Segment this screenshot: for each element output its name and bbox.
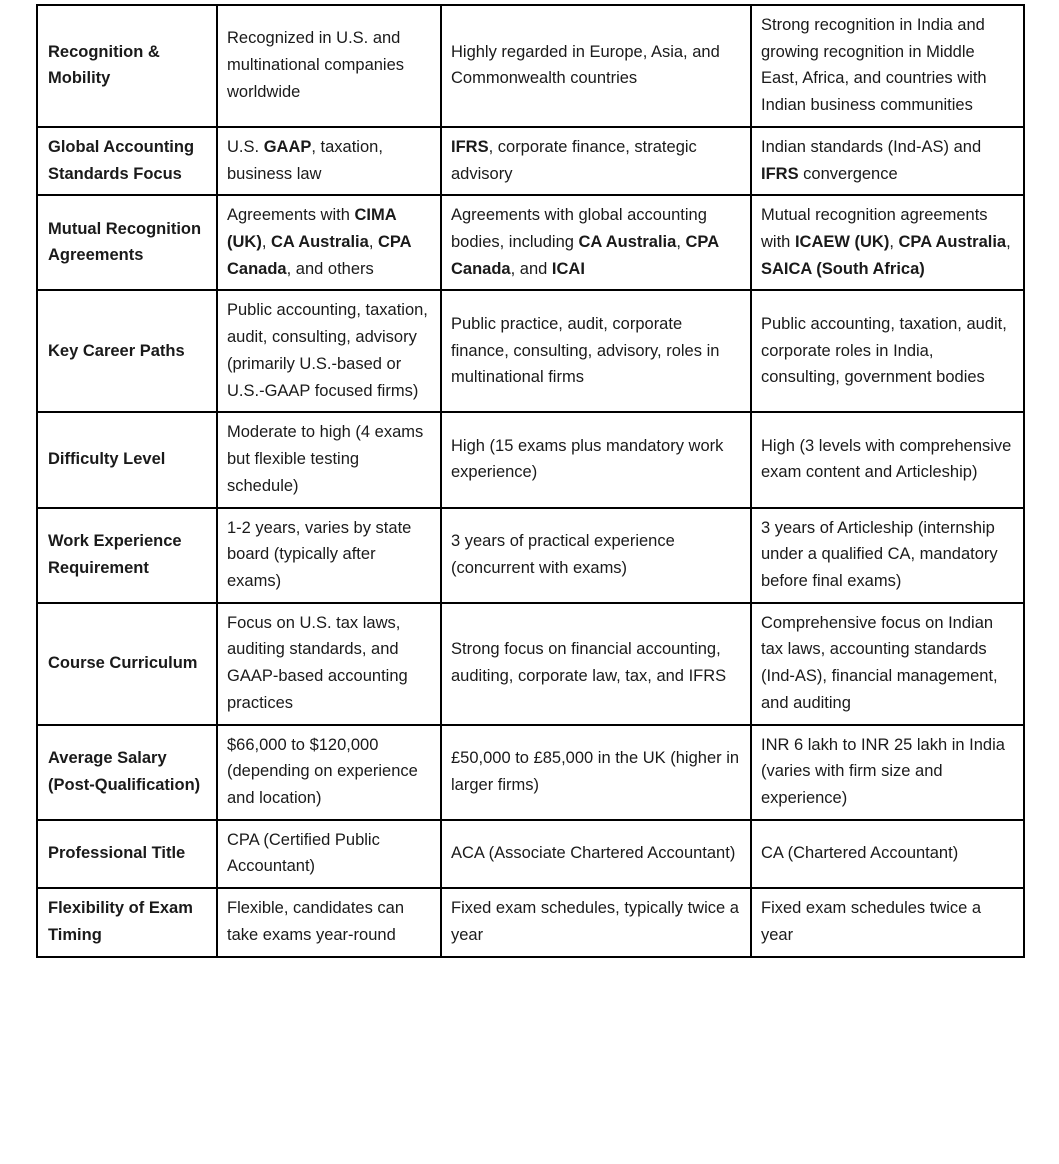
table-row xyxy=(37,603,1024,725)
table-row xyxy=(37,127,1024,195)
row-label-cell: Professional Title xyxy=(37,820,217,888)
row-label-cell: Mutual Recognition Agreements xyxy=(37,195,217,290)
cell-aca: Highly regarded in Europe, Asia, and Commonwealth countries xyxy=(441,5,751,127)
row-label-cell: Average Salary (Post-Qualification) xyxy=(37,725,217,820)
cell-cpa: Recognized in U.S. and multinational companies worldwide xyxy=(217,5,441,127)
row-label-cell: Course Curriculum xyxy=(37,603,217,725)
cell-ca: Strong recognition in India and growing recognition in Middle East, Africa, and countries with Indian business communities xyxy=(751,5,1024,127)
cell-ca: High (3 levels with comprehensive exam content and Articleship) xyxy=(751,412,1024,507)
table-row xyxy=(37,5,1024,127)
cell-ca: Comprehensive focus on Indian tax laws, accounting standards (Ind-AS), financial management, and auditing xyxy=(751,603,1024,725)
cell-aca: Agreements with global accounting bodies, including CA Australia, CPA Canada, and ICAI xyxy=(441,195,751,290)
cell-cpa: CPA (Certified Public Accountant) xyxy=(217,820,441,888)
cell-ca: Indian standards (Ind-AS) and IFRS convergence xyxy=(751,127,1024,195)
row-label-cell: Work Experience Requirement xyxy=(37,508,217,603)
cell-aca: Strong focus on financial accounting, auditing, corporate law, tax, and IFRS xyxy=(441,603,751,725)
cell-cpa: 1-2 years, varies by state board (typically after exams) xyxy=(217,508,441,603)
table-row xyxy=(37,195,1024,290)
cell-aca: IFRS, corporate finance, strategic advisory xyxy=(441,127,751,195)
cell-aca: Fixed exam schedules, typically twice a year xyxy=(441,888,751,956)
cell-ca: INR 6 lakh to INR 25 lakh in India (varies with firm size and experience) xyxy=(751,725,1024,820)
cell-aca: £50,000 to £85,000 in the UK (higher in larger firms) xyxy=(441,725,751,820)
row-label-cell: Key Career Paths xyxy=(37,290,217,412)
cell-ca: Mutual recognition agreements with ICAEW (UK), CPA Australia, SAICA (South Africa) xyxy=(751,195,1024,290)
cell-aca: ACA (Associate Chartered Accountant) xyxy=(441,820,751,888)
table-row xyxy=(37,290,1024,412)
cell-cpa: Flexible, candidates can take exams year-round xyxy=(217,888,441,956)
cell-aca: High (15 exams plus mandatory work experience) xyxy=(441,412,751,507)
cell-cpa: Agreements with CIMA (UK), CA Australia, CPA Canada, and others xyxy=(217,195,441,290)
cell-ca: Public accounting, taxation, audit, corporate roles in India, consulting, government bodies xyxy=(751,290,1024,412)
qualification-comparison-table xyxy=(36,4,1025,958)
row-label-cell: Recognition & Mobility xyxy=(37,5,217,127)
row-label-cell: Difficulty Level xyxy=(37,412,217,507)
table-body xyxy=(37,5,1024,957)
cell-cpa: Public accounting, taxation, audit, consulting, advisory (primarily U.S.-based or U.S.-GAAP focused firms) xyxy=(217,290,441,412)
cell-ca: CA (Chartered Accountant) xyxy=(751,820,1024,888)
row-label-cell: Global Accounting Standards Focus xyxy=(37,127,217,195)
cell-cpa: $66,000 to $120,000 (depending on experience and location) xyxy=(217,725,441,820)
cell-ca: Fixed exam schedules twice a year xyxy=(751,888,1024,956)
cell-aca: 3 years of practical experience (concurrent with exams) xyxy=(441,508,751,603)
table-row xyxy=(37,725,1024,820)
table-row xyxy=(37,888,1024,956)
table-row xyxy=(37,508,1024,603)
cell-cpa: U.S. GAAP, taxation, business law xyxy=(217,127,441,195)
table-row xyxy=(37,412,1024,507)
row-label-cell: Flexibility of Exam Timing xyxy=(37,888,217,956)
cell-cpa: Moderate to high (4 exams but flexible testing schedule) xyxy=(217,412,441,507)
cell-ca: 3 years of Articleship (internship under a qualified CA, mandatory before final exams) xyxy=(751,508,1024,603)
cell-cpa: Focus on U.S. tax laws, auditing standards, and GAAP-based accounting practices xyxy=(217,603,441,725)
cell-aca: Public practice, audit, corporate finance, consulting, advisory, roles in multinational firms xyxy=(441,290,751,412)
table-row xyxy=(37,820,1024,888)
